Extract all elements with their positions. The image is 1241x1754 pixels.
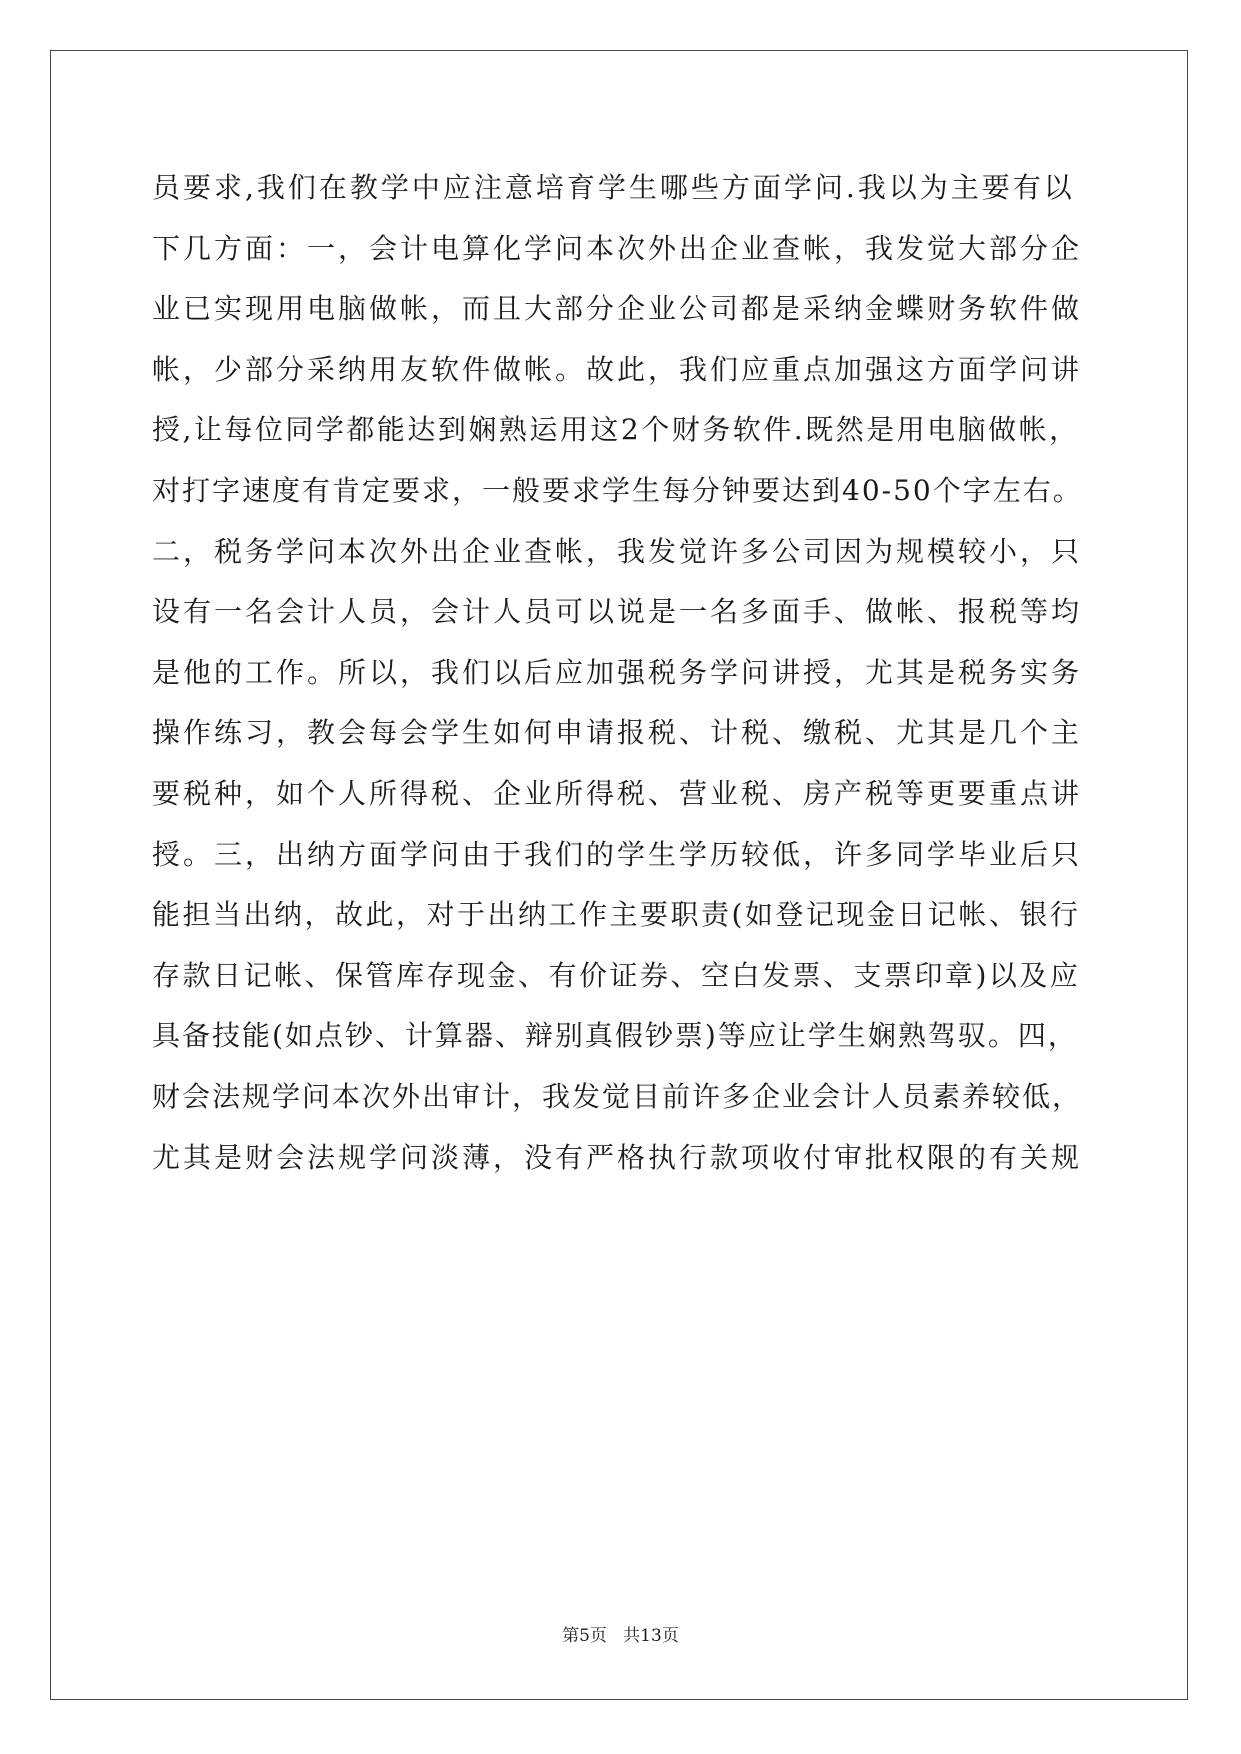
page-footer: [0, 1624, 1241, 1648]
text-line: 业已实现用电脑做帐，而且大部分企业公司都是采纳金蝶财务软件做: [152, 292, 1083, 326]
text-line: 设有一名会计人员，会计人员可以说是一名多面手、做帐、报税等均: [152, 595, 1083, 629]
text-line: 帐，少部分采纳用友软件做帐。故此，我们应重点加强这方面学问讲: [152, 352, 1083, 386]
text-line: 二，税务学问本次外出企业查帐，我发觉许多公司因为规模较小，只: [152, 534, 1083, 568]
text-line: 授。三，出纳方面学问由于我们的学生学历较低，许多同学毕业后只: [152, 837, 1083, 871]
page-number: 第5页 共13页: [562, 1626, 679, 1646]
text-line: 是他的工作。所以，我们以后应加强税务学问讲授，尤其是税务实务: [152, 655, 1083, 689]
text-line: 要税种，如个人所得税、企业所得税、营业税、房产税等更要重点讲: [152, 776, 1083, 810]
text-line: 具备技能(如点钞、计算器、辩别真假钞票)等应让学生娴熟驾驭。四，: [152, 1019, 1078, 1053]
text-line: 财会法规学问本次外出审计，我发觉目前许多企业会计人员素养较低，: [152, 1079, 1083, 1113]
text-line: 能担当出纳，故此，对于出纳工作主要职责(如登记现金日记帐、银行: [152, 898, 1081, 932]
text-line: 授,让每位同学都能达到娴熟运用这2个财务软件.既然是用电脑做帐，: [152, 413, 1080, 447]
body-text: [152, 158, 1092, 1188]
text-line: 操作练习，教会每会学生如何申请报税、计税、缴税、尤其是几个主: [152, 716, 1083, 750]
text-line: 存款日记帐、保管库存现金、有价证券、空白发票、支票印章)以及应: [152, 958, 1081, 992]
text-line: 员要求,我们在教学中应注意培育学生哪些方面学问.我以为主要有以: [152, 171, 1075, 204]
text-line: 尤其是财会法规学问淡薄，没有严格执行款项收付审批权限的有关规: [152, 1140, 1083, 1174]
text-line: 对打字速度有肯定要求，一般要求学生每分钟要达到40-50个字左右。: [152, 473, 1083, 507]
text-line: 下几方面：一，会计电算化学问本次外出企业查帐，我发觉大部分企: [152, 231, 1083, 265]
